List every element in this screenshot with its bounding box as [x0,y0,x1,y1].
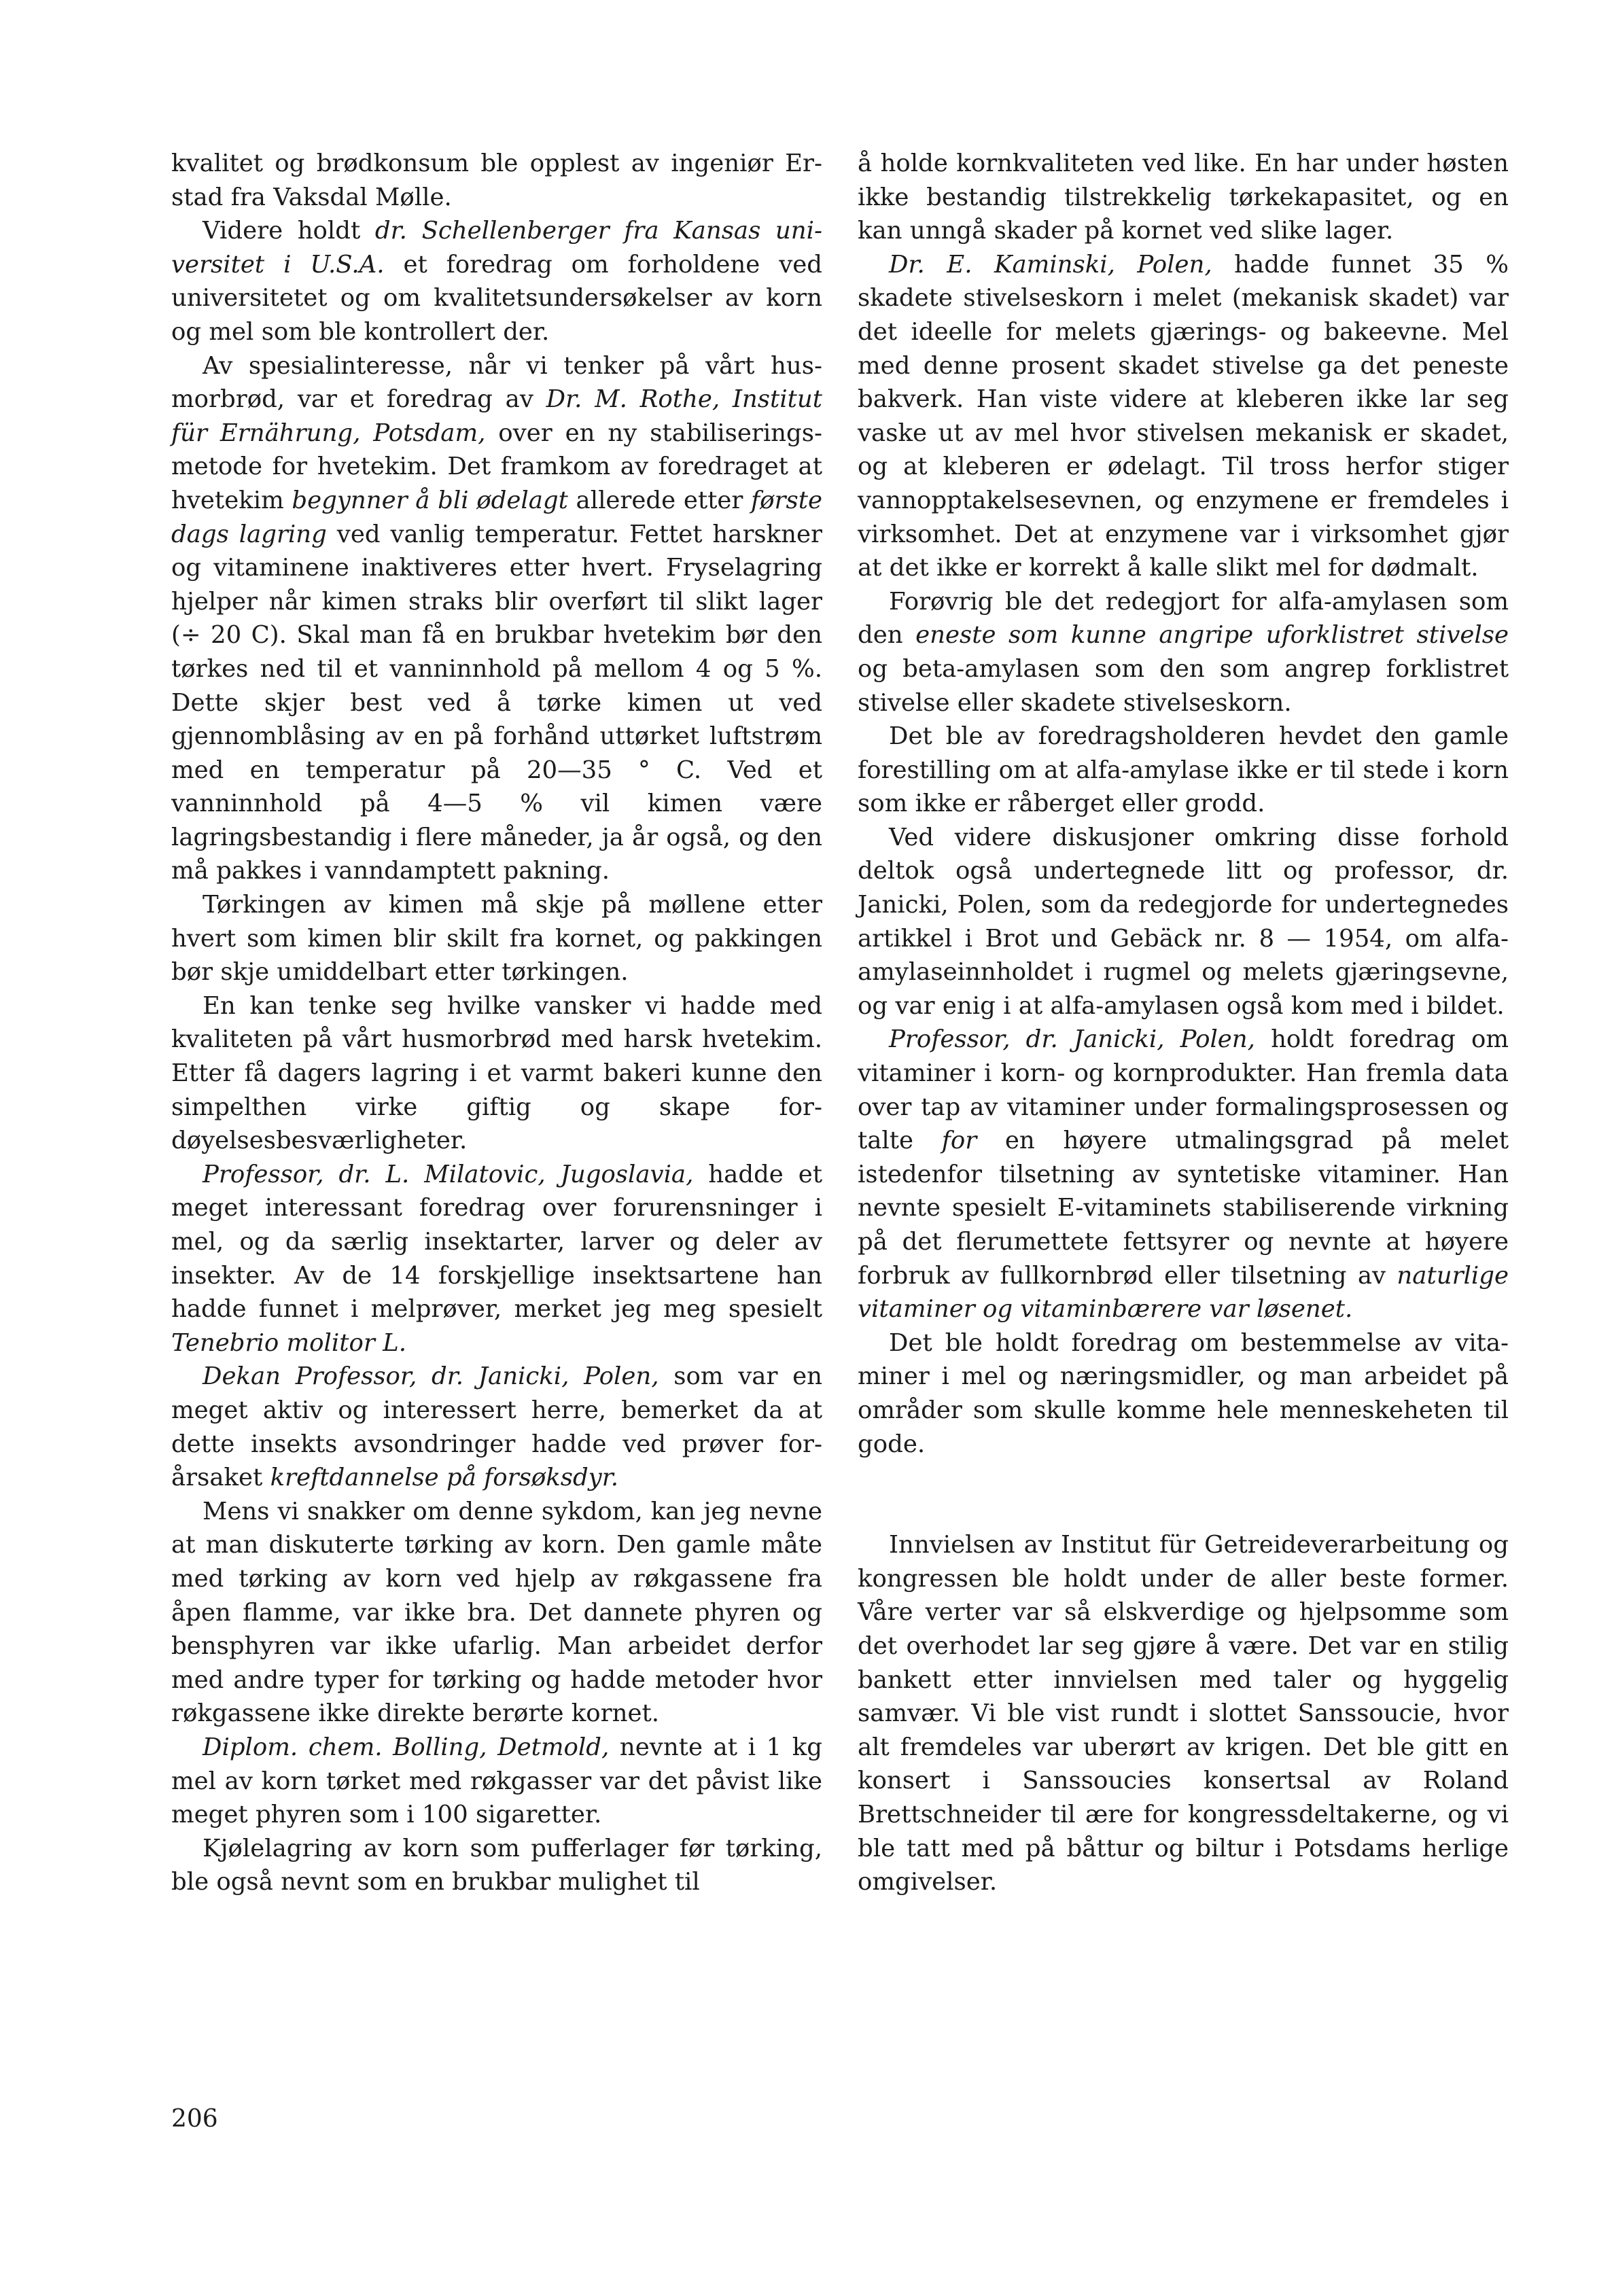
paragraph-p5 [171,989,822,1158]
body-text: ved vanlig temperatur. Fettet harskner og vitaminene inaktiveres etter hvert. Fryselagring hjelper når kimen straks blir overført til slikt lager (÷ 20 C). Skal man få en brukbar hvetekim bør den tørkes ned til et vanninnhold på mellom 4 og 5 %. Dette skjer best ved å tørke kimen ut ved gjennomblåsing av en på forhånd uttørket luftstrøm med en temperatur på 20—35 ° C. Ved et vanninnhold på 4—5 % vil kimen være lagringsbestandig i flere måneder, ja år også, og den må pakkes i vanndamptett pakning. [171,520,823,885]
italic-text: begynner å bli ødelagt [292,486,568,514]
italic-text: Tenebrio molitor L. [171,1328,407,1357]
italic-text: eneste som kunne angripe uforklistret stivelse [915,621,1509,650]
italic-text: første dags lagring [171,486,822,548]
left-column [171,147,822,1899]
body-text: Innvielsen av Institut für Getreideverarbeitung og kongressen ble holdt under de aller beste former. Våre verter var så elskverdige og hjelpsomme som det overhodet lar seg gjøre å være. Det var en stilig bankett etter innvielsen med taler og hyggelig samvær. Vi ble vist rundt i slottet Sanssoucie, hvor alt fremdeles var uberørt av krigen. Det ble gitt en konsert i Sanssoucies konsertsal av Roland Brettschneider til ære for kongressdeltakerne, og vi ble tatt med på båttur og biltur i Potsdams herlige omgivelser. [858,1531,1509,1896]
body-text: nevnte at i 1 kg mel av korn tørket med røkgasser var det påvist like meget phyren som i 100 sigaretter. [171,1733,822,1829]
paragraph-p14 [858,720,1509,821]
body-text: Ved videre diskusjoner omkring disse forhold deltok også undertegnede litt og professor, dr. Janicki, Polen, som da redegjorde for undertegnedes artikkel i Brot und Gebäck nr. 8 — 1954, om alfa-amylaseinnholdet i rugmel og melets gjæringsevne, og var enig i at alfa-amylasen også kom med i bildet. [858,823,1509,1020]
body-text: Av spesialinteresse, når vi tenker på vårt husmorbrød, var et foredrag av [171,351,822,414]
paragraph-p15 [858,821,1509,1023]
body-text: Videre holdt [203,217,375,245]
body-text: Tørkingen av kimen må skje på møllene etter hvert som kimen blir skilt fra kornet, og pakkingen bør skje umiddelbart etter tørkingen. [171,891,822,987]
paragraph-p7 [171,1360,822,1494]
body-text: en høyere utmalingsgrad på melet istedenfor tilsetning av syntetiske vitaminer. Han nevnte spesielt E-vitaminets stabiliserende virkning på det flerumettete fettsyrer og nevnte at høyere forbruk av fullkornbrød eller tilsetning av [858,1127,1509,1290]
paragraph-p4 [171,888,822,989]
paragraph-p6 [171,1158,822,1360]
italic-text: for [941,1127,977,1155]
body-text: hadde et meget interessant foredrag over forurensninger i mel, og da særlig insektarter, larver og deler av insekter. Av de 14 forskjellige insektsartene han hadde funnet i melprøver, merket jeg meg spesielt [171,1160,822,1324]
paragraph-p3 [171,349,822,889]
right-column [858,147,1509,1899]
italic-text: dr. Schellenberger fra Kansas universitet i U.S.A. [171,217,822,279]
italic-text: Dekan Professor, dr. Janicki, Polen, [203,1362,659,1391]
paragraph-p13 [858,585,1509,720]
paragraph-p8 [171,1495,822,1731]
italic-text: Professor, dr. Janicki, Polen, [889,1025,1255,1054]
body-text: å holde kornkvaliteten ved like. En har under høsten ikke bestandig tilstrekkelig tørkekapasitet, og en kan unngå skader på kornet ved slike lager. [858,149,1509,245]
italic-text: kreftdannelse på forsøksdyr. [270,1464,619,1492]
body-text: holdt foredrag om vitaminer i korn- og kornprodukter. Han fremla data over tap av vitaminer under formalingsprosessen og talte [858,1025,1509,1155]
italic-text: Diplom. chem. Bolling, Detmold, [203,1733,610,1761]
paragraph-p16 [858,1023,1509,1326]
body-text: En kan tenke seg hvilke vansker vi hadde med kvaliteten på vårt husmorbrød med harsk hvetekim. Etter få dagers lagring i et varmt bakeri kunne den simpelthen virke giftig og skape fordøyelsesbesværligheter. [171,991,822,1155]
body-text: kvalitet og brødkonsum ble opplest av ingeniør Erstad fra Vaksdal Mølle. [171,149,822,211]
italic-text: Dr. M. Rothe, Institut für Ernährung, Potsdam, [171,385,823,447]
paragraph-p17 [858,1326,1509,1461]
paragraph-p11 [858,147,1509,248]
body-text: Det ble holdt foredrag om bestemmelse av vitaminer i mel og næringsmidler, og man arbeidet på områder som skulle komme hele menneskeheten til gode. [858,1328,1509,1458]
body-text: Det ble av foredragsholderen hevdet den gamle forestilling om at alfa-amylase ikke er til stede i korn som ikke er råberget eller grodd. [858,722,1509,818]
body-text: Mens vi snakker om denne sykdom, kan jeg nevne at man diskuterte tørking av korn. Den gamle måte med tørking av korn ved hjelp av røkgassene fra åpen flamme, var ikke bra. Det dannete phyren og bensphyren var ikke ufarlig. Man arbeidet derfor med andre typer for tørking og hadde metoder hvor røkgassene ikke direkte berørte kornet. [171,1497,822,1728]
italic-text: Dr. E. Kaminski, Polen, [889,250,1212,279]
paragraph-p18 [858,1528,1509,1899]
paragraph-p12 [858,248,1509,585]
paragraph-p1 [171,147,822,214]
body-text: og beta-amylasen som den som angrep forklistret stivelse eller skadete stivelseskorn. [858,654,1509,717]
italic-text: naturlige vitaminer og vitaminbærere var løsenet. [858,1261,1509,1324]
paragraph-p10 [171,1832,822,1899]
italic-text: Professor, dr. L. Milatovic, Jugoslavia, [203,1160,694,1188]
paragraph-p9 [171,1731,822,1832]
body-text: et foredrag om forholdene ved universitetet og om kvalitetsundersøkelser av korn og mel som ble kontrollert der. [171,250,822,346]
body-text: allerede etter [567,486,752,514]
body-text: Forøvrig ble det redegjort for alfa-amylasen som den [858,587,1509,650]
body-text: som var en meget aktiv og interessert herre, bemerket da at dette insekts avsondringer hadde ved prøver forårsaket [171,1362,823,1492]
body-text: over en ny stabiliseringsmetode for hvetekim. Det framkom av foredraget at hvetekim [171,419,822,514]
body-text: hadde funnet 35 % skadete stivelseskorn i melet (mekanisk skadet) var det ideelle for melets gjærings- og bakeevne. Mel med denne prosent skadet stivelse ga det peneste bakverk. Han viste videre at kleberen ikke lar seg vaske ut av mel hvor stivelsen mekanisk er skadet, og at kleberen er ødelagt. Til tross herfor stiger vannopptakelsesevnen, og enzymene er fremdeles i virksomhet. Det at enzymene var i virksomhet gjør at det ikke er korrekt å kalle slikt mel for dødmalt. [858,250,1509,582]
body-text: Kjølelagring av korn som pufferlager før tørking, ble også nevnt som en brukbar mulighet til [171,1834,822,1896]
paragraph-p2 [171,214,822,349]
page-number: 206 [171,2105,218,2133]
